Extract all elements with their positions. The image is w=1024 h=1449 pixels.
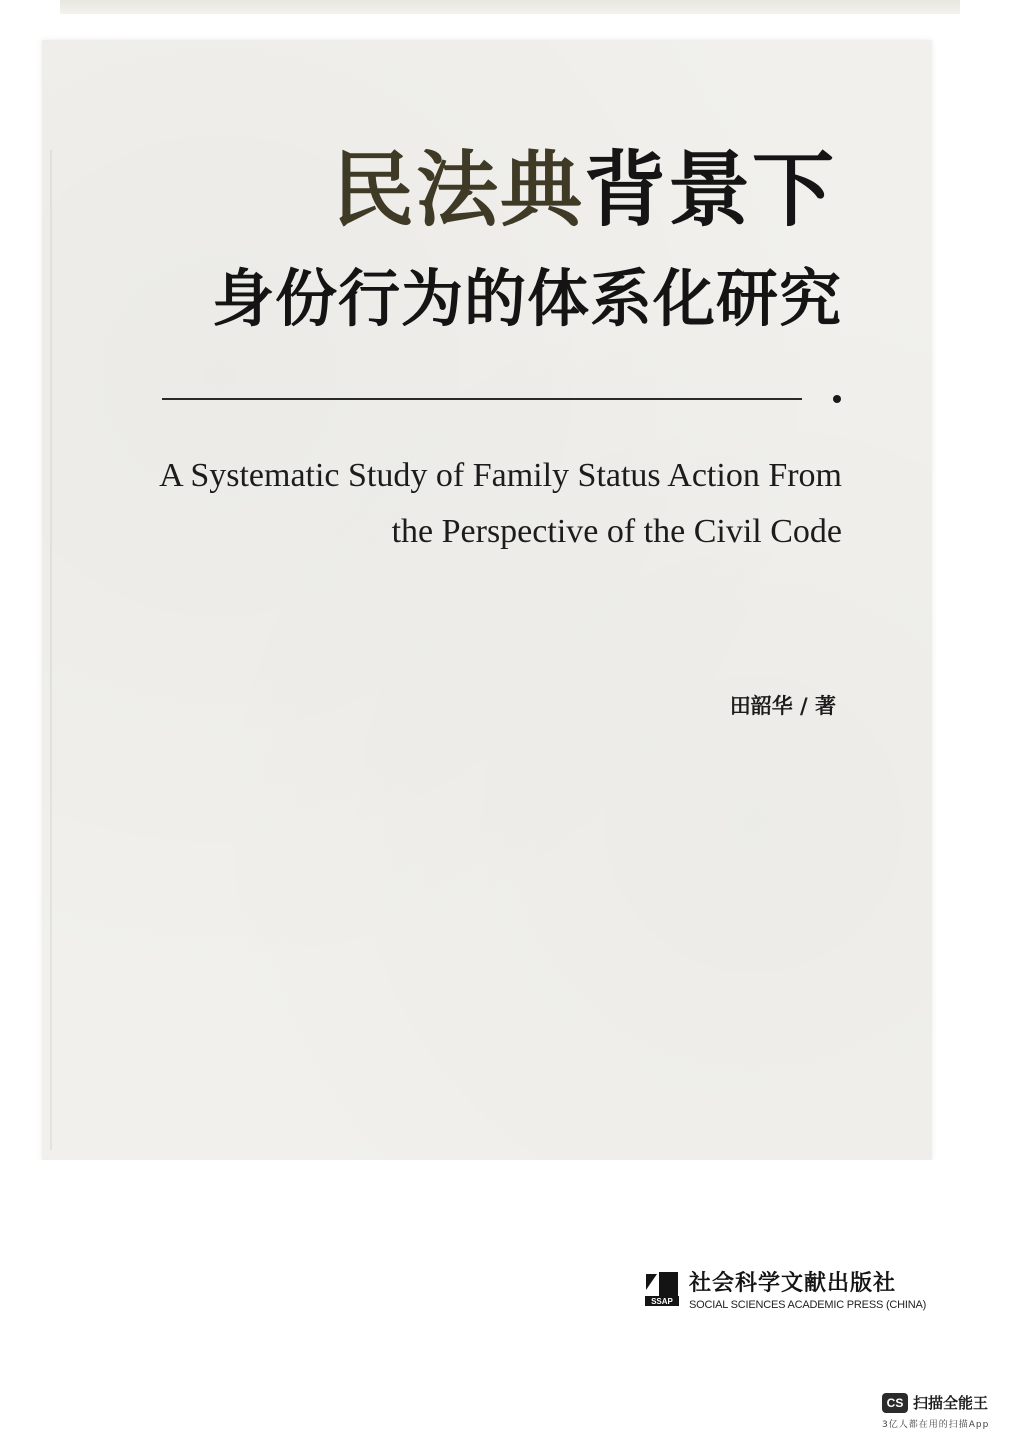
divider-line <box>162 398 802 400</box>
subtitle: 身份行为的体系化研究 <box>211 262 842 335</box>
publisher-block <box>643 1270 926 1320</box>
top-edge-strip <box>60 0 960 14</box>
publisher-text <box>689 1270 926 1312</box>
english-title-line1: A Systematic Study of Family Status Action From <box>159 457 842 494</box>
ssap-logo-text: SSAP <box>651 1297 673 1306</box>
publisher-name-en: SOCIAL SCIENCES ACADEMIC PRESS (CHINA) <box>689 1299 927 1311</box>
watermark-row <box>882 1392 1012 1413</box>
watermark-tagline: 3亿人都在用的扫描App <box>882 1420 990 1430</box>
camscanner-logo-icon: CS <box>882 1393 908 1413</box>
publisher-name-cn: 社会科学文献出版社 <box>689 1271 897 1296</box>
cover-left-edge <box>50 150 52 1150</box>
main-title <box>331 143 836 238</box>
main-title-part2: 背景下 <box>583 143 836 238</box>
author: 田韶华 / 著 <box>729 693 836 718</box>
ssap-logo-icon <box>643 1270 681 1308</box>
watermark-app-name: 扫描全能王 <box>913 1394 989 1412</box>
scanner-watermark <box>882 1392 1012 1438</box>
english-title <box>82 448 842 560</box>
main-title-part1: 民法典 <box>331 143 584 238</box>
divider-dot <box>833 395 841 403</box>
english-title-line2: the Perspective of the Civil Code <box>391 513 842 550</box>
